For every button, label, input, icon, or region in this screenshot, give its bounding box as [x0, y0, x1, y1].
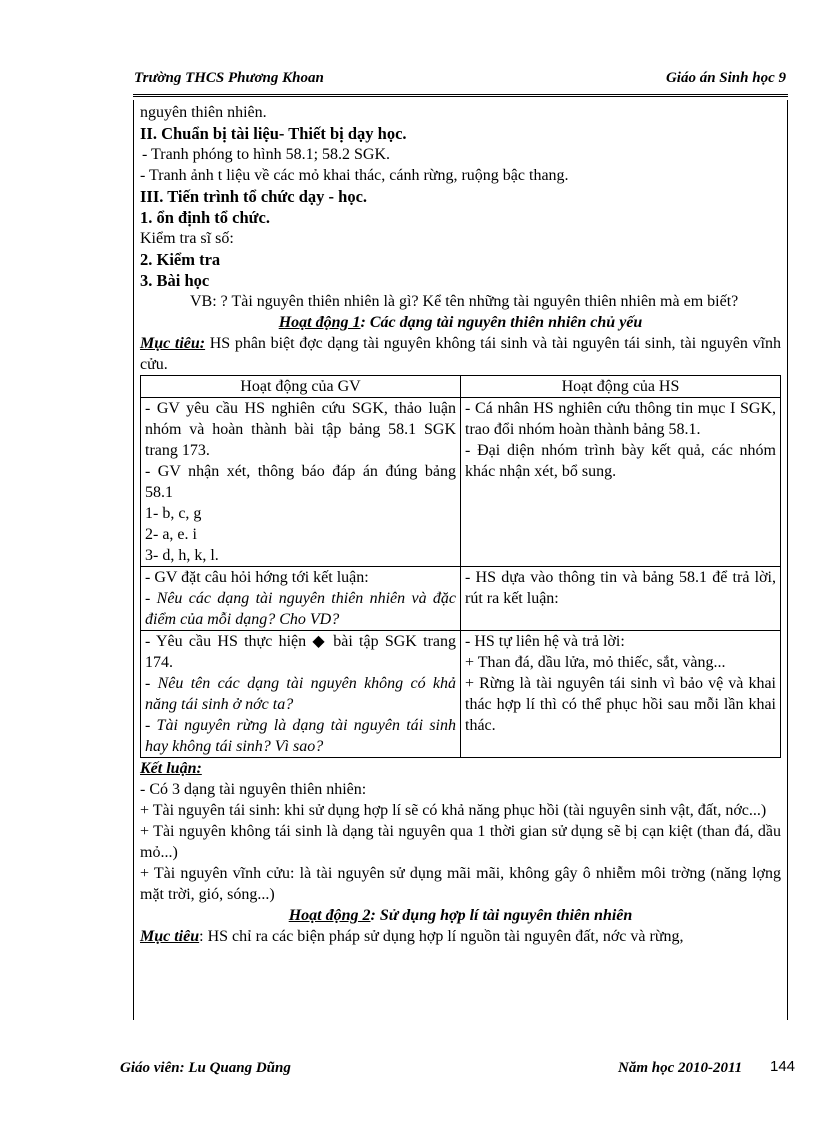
cell-line: - GV nhận xét, thông báo đáp án đúng bảng 58.1 — [145, 463, 456, 501]
activity-1-title: : Các dạng tài nguyên thiên nhiên chủ yếu — [360, 314, 643, 331]
table-header-gv: Hoạt động của GV — [141, 376, 461, 398]
table-row — [141, 567, 781, 631]
cell-line: - Cá nhân HS nghiên cứu thông tin mục I SGK, trao đổi nhóm hoàn thành bảng 58.1. — [465, 400, 776, 438]
activity-2-label: Hoạt động 2 — [288, 907, 371, 924]
cell-line: - HS tự liên hệ và trả lời: — [465, 633, 625, 650]
page-content — [134, 100, 787, 947]
conclusion-line: + Tài nguyên vĩnh cửu: là tài nguyên sử dụng mãi mãi, không gây ô nhiễm môi trờng (năng lợng mặt trời, gió, sóng...) — [140, 865, 781, 903]
activity-2-goal — [140, 926, 781, 947]
section-2-item-1: - Tranh phóng to hình 58.1; 58.2 SGK. — [142, 146, 391, 163]
cell-line: 2- a, e. i — [145, 526, 197, 543]
footer-teacher: Giáo viên: Lu Quang Dũng — [120, 1060, 291, 1076]
cell-line: + Rừng là tài nguyên tái sinh vì bảo vệ và khai thác hợp lí thì có thể phục hồi sau mỗi lần khai thác. — [465, 675, 776, 734]
cell-line: + Than đá, dầu lửa, mỏ thiếc, sắt, vàng... — [465, 654, 726, 671]
section-2-title: II. Chuẩn bị tài liệu- Thiết bị dạy học. — [140, 124, 407, 143]
header-subject: Giáo án Sinh học 9 — [665, 70, 786, 86]
conclusion-line: + Tài nguyên không tái sinh là dạng tài nguyên qua 1 thời gian sử dụng sẽ bị cạn kiệt (than đá, dầu mỏ...) — [140, 823, 781, 861]
step-3-title: 3. Bài học — [140, 271, 210, 290]
activity-1-goal-text: HS phân biệt đợc dạng tài nguyên không tái sinh và tài nguyên tái sinh, tài nguyên vĩnh cửu. — [140, 335, 781, 373]
activity-1-goal-label: Mục tiêu: — [140, 335, 206, 352]
table-header-hs: Hoạt động của HS — [461, 376, 781, 398]
cell-line: - Yêu cầu HS thực hiện ◆ bài tập SGK trang 174. — [145, 633, 456, 671]
cell-line: - Nêu các dạng tài nguyên thiên nhiên và đặc điểm của mỗi dạng? Cho VD? — [145, 590, 456, 628]
step-1-text: Kiểm tra sĩ số: — [140, 230, 234, 247]
table-cell-hs — [461, 398, 781, 567]
table-header-row — [141, 376, 781, 398]
cell-line: - Đại diện nhóm trình bày kết quả, các nhóm khác nhận xét, bổ sung. — [465, 442, 776, 480]
activity-table — [140, 375, 781, 758]
page-number: 144 — [770, 1058, 796, 1075]
activity-1-goal — [140, 333, 781, 375]
table-cell-gv — [141, 631, 461, 758]
footer-year: Năm học 2010-2011 — [618, 1060, 743, 1076]
activity-2-goal-text: : HS chỉ ra các biện pháp sử dụng hợp lí nguồn tài nguyên đất, nớc và rừng, — [199, 928, 684, 945]
header-school: Trường THCS Phương Khoan — [134, 70, 324, 86]
activity-2-heading — [140, 905, 781, 926]
activity-2-title: : Sử dụng hợp lí tài nguyên thiên nhiên — [370, 907, 633, 924]
opening-question: VB: ? Tài nguyên thiên nhiên là gì? Kể tên những tài nguyên thiên nhiên mà em biết? — [190, 293, 739, 310]
intro-tail: nguyên thiên nhiên. — [140, 104, 267, 121]
table-cell-gv — [141, 398, 461, 567]
table-row — [141, 631, 781, 758]
cell-line: - HS dựa vào thông tin và bảng 58.1 để trả lời, rút ra kết luận: — [465, 569, 776, 607]
cell-line: 1- b, c, g — [145, 505, 202, 522]
activity-1-heading — [140, 312, 781, 333]
cell-line: - Nêu tên các dạng tài nguyên không có khả năng tái sinh ở nớc ta? — [145, 675, 456, 713]
activity-1-label: Hoạt động 1 — [278, 314, 361, 331]
step-1-title: 1. ổn định tổ chức. — [140, 208, 271, 227]
header-rule — [133, 94, 788, 97]
step-2-title: 2. Kiểm tra — [140, 250, 221, 269]
activity-2-goal-label: Mục tiêu — [140, 928, 200, 945]
table-cell-gv — [141, 567, 461, 631]
section-2-item-2: - Tranh ảnh t liệu về các mỏ khai thác, cánh rừng, ruộng bậc thang. — [140, 167, 569, 184]
table-cell-hs — [461, 567, 781, 631]
cell-line: - GV đặt câu hỏi hớng tới kết luận: — [145, 569, 369, 586]
page-frame — [133, 100, 788, 1020]
table-row — [141, 398, 781, 567]
section-3-title: III. Tiến trình tổ chức dạy - học. — [140, 187, 368, 206]
table-cell-hs — [461, 631, 781, 758]
conclusion-line: + Tài nguyên tái sinh: khi sử dụng hợp lí sẽ có khả năng phục hồi (tài nguyên sinh vật, đất, nớc...) — [140, 802, 767, 819]
cell-line: - GV yêu cầu HS nghiên cứu SGK, thảo luận nhóm và hoàn thành bài tập bảng 58.1 SGK trang 173. — [145, 400, 456, 459]
conclusion-line: - Có 3 dạng tài nguyên thiên nhiên: — [140, 781, 367, 798]
cell-line: 3- d, h, k, l. — [145, 547, 219, 564]
conclusion-label: Kết luận: — [140, 760, 202, 777]
cell-line: - Tài nguyên rừng là dạng tài nguyên tái sinh hay không tái sinh? Vì sao? — [145, 717, 456, 755]
